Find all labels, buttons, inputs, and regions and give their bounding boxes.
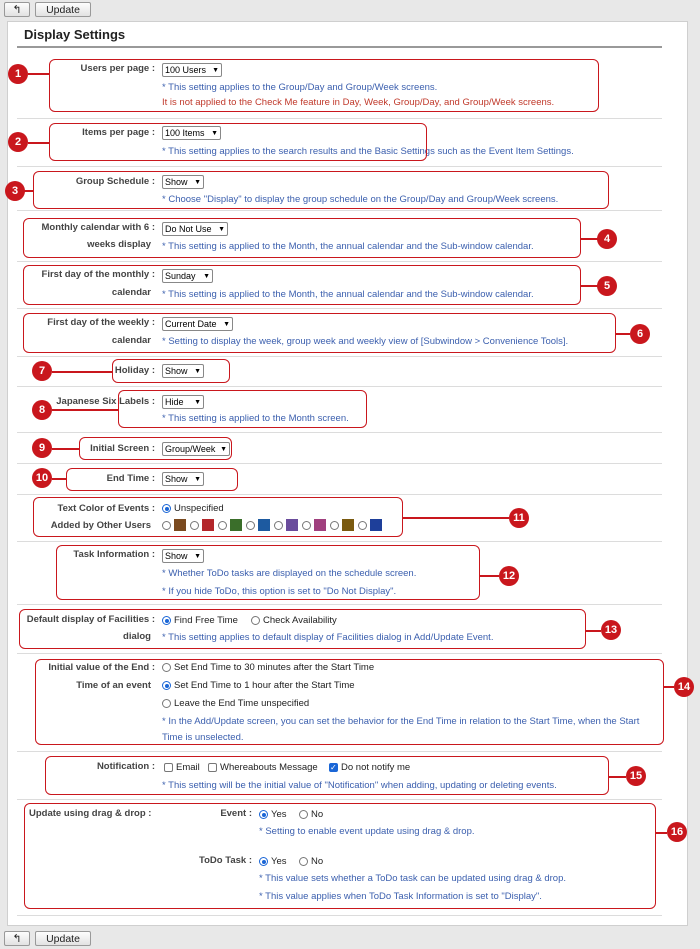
bottom-toolbar bbox=[0, 929, 700, 949]
callout-badge-11: 11 bbox=[509, 508, 529, 528]
facilities-find-free-time-option[interactable] bbox=[162, 614, 238, 627]
end-value-opt1-label: Set End Time to 30 minutes after the Start Time bbox=[174, 662, 375, 673]
end-value-note: * In the Add/Update screen, you can set the behavior for the End Time in relation to the Start Time, when the Start bbox=[162, 716, 640, 727]
notification-opt2-label: Whereabouts Message bbox=[220, 762, 318, 773]
color-radio-option[interactable] bbox=[358, 521, 367, 530]
callout-leader-14 bbox=[664, 686, 674, 688]
users-per-page-value: 100 Users bbox=[165, 65, 207, 75]
items-per-page-note: * This setting applies to the search results and the Basic Settings such as the Event Item Settings. bbox=[162, 146, 574, 157]
group-schedule-label: Group Schedule : bbox=[75, 176, 155, 187]
color-radio-option[interactable] bbox=[190, 521, 199, 530]
monthly-6weeks-note: * This setting is applied to the Month, the annual calendar and the Sub-window calendar. bbox=[162, 241, 534, 252]
radio-unselected-icon bbox=[251, 616, 260, 625]
radio-selected-icon bbox=[162, 681, 171, 690]
callout-badge-10: 10 bbox=[32, 468, 52, 488]
holiday-select[interactable] bbox=[162, 364, 204, 378]
callout-leader-16 bbox=[656, 832, 667, 834]
row-divider bbox=[17, 799, 662, 800]
color-swatch bbox=[230, 519, 242, 531]
chevron-down-icon: ▼ bbox=[218, 225, 225, 233]
drag-drop-todo-yes-label: Yes bbox=[271, 856, 287, 867]
row-divider bbox=[17, 118, 662, 119]
drag-drop-todo-note-2: * This value applies when ToDo Task Information is set to "Display". bbox=[259, 891, 542, 902]
callout-leader-10 bbox=[52, 478, 66, 480]
callout-badge-16: 16 bbox=[667, 822, 687, 842]
update-button[interactable]: Update bbox=[35, 931, 91, 946]
callout-leader-2 bbox=[28, 142, 49, 144]
drag-drop-todo-no-label: No bbox=[311, 856, 324, 867]
title-divider bbox=[17, 46, 662, 48]
first-day-weekly-value: Current Date bbox=[165, 319, 217, 329]
notification-label: Notification : bbox=[96, 761, 155, 772]
end-value-30min-option[interactable] bbox=[162, 661, 374, 674]
chevron-down-icon: ▼ bbox=[194, 552, 201, 560]
radio-selected-icon bbox=[259, 857, 268, 866]
callout-leader-6 bbox=[616, 333, 630, 335]
undo-arrow-icon: ↰ bbox=[12, 933, 22, 945]
end-value-label-line2: Time of an event bbox=[76, 680, 151, 691]
color-swatch bbox=[314, 519, 326, 531]
group-schedule-note: * Choose "Display" to display the group schedule on the Group/Day and Group/Week screens. bbox=[162, 194, 559, 205]
notification-note: * This setting will be the initial value of "Notification" when adding, updating or deleting events. bbox=[162, 780, 557, 791]
color-radio-option[interactable] bbox=[330, 521, 339, 530]
row-divider bbox=[17, 166, 662, 167]
color-radio-option[interactable] bbox=[274, 521, 283, 530]
color-swatch bbox=[286, 519, 298, 531]
six-labels-select[interactable] bbox=[162, 395, 204, 409]
drag-drop-event-yes-label: Yes bbox=[271, 809, 287, 820]
items-per-page-select[interactable] bbox=[162, 126, 221, 140]
row-divider bbox=[17, 494, 662, 495]
undo-arrow-icon: ↰ bbox=[12, 4, 22, 16]
callout-badge-8: 8 bbox=[32, 400, 52, 420]
callout-badge-7: 7 bbox=[32, 361, 52, 381]
initial-screen-select[interactable] bbox=[162, 442, 230, 456]
text-color-unspecified-label: Unspecified bbox=[174, 503, 224, 514]
chevron-down-icon: ▼ bbox=[211, 129, 218, 137]
top-toolbar bbox=[0, 0, 700, 20]
drag-drop-todo-note: * This value sets whether a ToDo task can be updated using drag & drop. bbox=[259, 873, 567, 884]
color-swatch bbox=[174, 519, 186, 531]
color-swatch bbox=[370, 519, 382, 531]
back-button[interactable] bbox=[4, 931, 30, 946]
row-divider bbox=[17, 541, 662, 542]
task-info-note: * Whether ToDo tasks are displayed on the schedule screen. bbox=[162, 568, 417, 579]
radio-selected-icon bbox=[162, 616, 171, 625]
radio-selected-icon bbox=[162, 504, 171, 513]
color-swatch bbox=[258, 519, 270, 531]
callout-badge-1: 1 bbox=[8, 64, 28, 84]
initial-screen-value: Group/Week bbox=[165, 444, 216, 454]
row-divider bbox=[17, 915, 662, 916]
color-swatch bbox=[202, 519, 214, 531]
drag-drop-label: Update using drag & drop : bbox=[29, 808, 152, 819]
back-button[interactable] bbox=[4, 2, 30, 17]
facilities-check-availability-option[interactable] bbox=[251, 614, 337, 627]
checkbox-checked-icon bbox=[329, 763, 338, 772]
callout-leader-15 bbox=[609, 776, 626, 778]
drag-drop-event-no-option[interactable] bbox=[299, 808, 323, 821]
drag-drop-event-yes-option[interactable] bbox=[259, 808, 287, 821]
users-per-page-note: * This setting applies to the Group/Day and Group/Week screens. bbox=[162, 82, 438, 93]
first-day-weekly-label: First day of the weekly : bbox=[47, 317, 155, 328]
end-value-unspecified-option[interactable] bbox=[162, 697, 309, 710]
first-day-monthly-select[interactable] bbox=[162, 269, 213, 283]
end-value-opt2-label: Set End Time to 1 hour after the Start Time bbox=[174, 680, 355, 691]
notification-email-option[interactable] bbox=[164, 761, 200, 774]
notification-do-not-notify-option[interactable] bbox=[329, 761, 410, 774]
first-day-monthly-label: First day of the monthly : bbox=[41, 269, 155, 280]
row-divider bbox=[17, 210, 662, 211]
initial-screen-label: Initial Screen : bbox=[90, 443, 155, 454]
first-day-weekly-select[interactable] bbox=[162, 317, 233, 331]
six-labels-note: * This setting is applied to the Month screen. bbox=[162, 413, 349, 424]
callout-leader-1 bbox=[28, 73, 49, 75]
first-day-monthly-value: Sunday bbox=[165, 271, 196, 281]
drag-drop-event-label: Event : bbox=[220, 808, 252, 819]
facilities-note: * This setting applies to default display of Facilities dialog in Add/Update Event. bbox=[162, 632, 494, 643]
text-color-label: Text Color of Events : bbox=[57, 503, 155, 514]
row-divider bbox=[17, 356, 662, 357]
first-day-monthly-note: * This setting is applied to the Month, the annual calendar and the Sub-window calendar. bbox=[162, 289, 534, 300]
checkbox-unchecked-icon bbox=[208, 763, 217, 772]
notification-opt1-label: Email bbox=[176, 762, 200, 773]
end-time-label: End Time : bbox=[106, 473, 155, 484]
notification-opt3-label: Do not notify me bbox=[341, 762, 411, 773]
items-per-page-value: 100 Items bbox=[165, 128, 205, 138]
text-color-swatch-row bbox=[162, 519, 386, 531]
end-value-note-2: Time is unselected. bbox=[162, 732, 244, 743]
holiday-label: Holiday : bbox=[114, 365, 155, 376]
row-divider bbox=[17, 463, 662, 464]
color-radio-option[interactable] bbox=[302, 521, 311, 530]
six-labels-label: Japanese Six Labels : bbox=[56, 396, 155, 407]
facilities-label: Default display of Facilities : bbox=[26, 614, 155, 625]
end-value-opt3-label: Leave the End Time unspecified bbox=[174, 698, 310, 709]
users-per-page-label: Users per page : bbox=[80, 63, 155, 74]
group-schedule-select[interactable] bbox=[162, 175, 204, 189]
users-per-page-select[interactable] bbox=[162, 63, 222, 77]
color-radio-option[interactable] bbox=[246, 521, 255, 530]
drag-drop-todo-yes-option[interactable] bbox=[259, 855, 287, 868]
drag-drop-event-note: * Setting to enable event update using drag & drop. bbox=[259, 826, 475, 837]
notification-whereabouts-option[interactable] bbox=[208, 761, 318, 774]
first-day-monthly-label-line2: calendar bbox=[111, 287, 151, 298]
chevron-down-icon: ▼ bbox=[194, 398, 201, 406]
chevron-down-icon: ▼ bbox=[194, 367, 201, 375]
task-info-label: Task Information : bbox=[73, 549, 155, 560]
chevron-down-icon: ▼ bbox=[203, 272, 210, 280]
monthly-6weeks-select[interactable] bbox=[162, 222, 228, 236]
monthly-6weeks-label-line2: weeks display bbox=[87, 239, 151, 250]
row-divider bbox=[17, 386, 662, 387]
users-per-page-warning: It is not applied to the Check Me feature in Day, Week, Group/Day, and Group/Week screens. bbox=[162, 97, 555, 108]
chevron-down-icon: ▼ bbox=[194, 475, 201, 483]
first-day-weekly-label-line2: calendar bbox=[111, 335, 151, 346]
callout-badge-12: 12 bbox=[499, 566, 519, 586]
end-value-1hour-option[interactable] bbox=[162, 679, 355, 692]
row-divider bbox=[17, 308, 662, 309]
callout-badge-13: 13 bbox=[601, 620, 621, 640]
facilities-label-line2: dialog bbox=[123, 631, 151, 642]
text-color-unspecified-option[interactable] bbox=[162, 502, 224, 515]
update-button[interactable]: Update bbox=[35, 2, 91, 17]
group-schedule-value: Show bbox=[165, 177, 188, 187]
chevron-down-icon: ▼ bbox=[220, 445, 227, 453]
facilities-opt1-label: Find Free Time bbox=[174, 615, 238, 626]
chevron-down-icon: ▼ bbox=[212, 66, 219, 74]
text-color-label-line2: Added by Other Users bbox=[50, 520, 151, 531]
callout-badge-4: 4 bbox=[597, 229, 617, 249]
task-info-value: Show bbox=[165, 551, 188, 561]
row-divider bbox=[17, 432, 662, 433]
chevron-down-icon: ▼ bbox=[223, 320, 230, 328]
end-value-label: Initial value of the End : bbox=[48, 662, 155, 673]
drag-drop-event-no-label: No bbox=[311, 809, 324, 820]
drag-drop-todo-no-option[interactable] bbox=[299, 855, 323, 868]
end-time-value: Show bbox=[165, 474, 188, 484]
callout-badge-9: 9 bbox=[32, 438, 52, 458]
radio-selected-icon bbox=[259, 810, 268, 819]
callout-leader-13 bbox=[586, 630, 601, 632]
row-divider bbox=[17, 604, 662, 605]
checkbox-unchecked-icon bbox=[164, 763, 173, 772]
facilities-opt2-label: Check Availability bbox=[263, 615, 337, 626]
callout-leader-7 bbox=[52, 371, 112, 373]
monthly-6weeks-value: Do Not Use bbox=[165, 224, 212, 234]
six-labels-value: Hide bbox=[165, 397, 184, 407]
color-radio-option[interactable] bbox=[218, 521, 227, 530]
chevron-down-icon: ▼ bbox=[194, 178, 201, 186]
callout-leader-12 bbox=[480, 575, 499, 577]
radio-unselected-icon bbox=[299, 857, 308, 866]
end-time-select[interactable] bbox=[162, 472, 204, 486]
task-info-note-2: * If you hide ToDo, this option is set to "Do Not Display". bbox=[162, 586, 397, 597]
callout-leader-11 bbox=[403, 517, 509, 519]
holiday-value: Show bbox=[165, 366, 188, 376]
callout-leader-9 bbox=[52, 448, 79, 450]
radio-unselected-icon bbox=[299, 810, 308, 819]
color-swatch bbox=[342, 519, 354, 531]
callout-badge-2: 2 bbox=[8, 132, 28, 152]
callout-badge-5: 5 bbox=[597, 276, 617, 296]
drag-drop-todo-label: ToDo Task : bbox=[199, 855, 252, 866]
items-per-page-label: Items per page : bbox=[82, 127, 155, 138]
radio-unselected-icon bbox=[162, 663, 171, 672]
row-divider bbox=[17, 261, 662, 262]
task-info-select[interactable] bbox=[162, 549, 204, 563]
row-divider bbox=[17, 653, 662, 654]
callout-badge-15: 15 bbox=[626, 766, 646, 786]
page-title: Display Settings bbox=[24, 27, 126, 42]
radio-unselected-icon bbox=[162, 699, 171, 708]
callout-badge-6: 6 bbox=[630, 324, 650, 344]
callout-badge-14: 14 bbox=[674, 677, 694, 697]
first-day-weekly-note: * Setting to display the week, group week and weekly view of [Subwindow > Convenience Tools]. bbox=[162, 336, 569, 347]
callout-badge-3: 3 bbox=[5, 181, 25, 201]
monthly-6weeks-label: Monthly calendar with 6 : bbox=[41, 222, 155, 233]
color-radio-option[interactable] bbox=[162, 521, 171, 530]
row-divider bbox=[17, 751, 662, 752]
callout-leader-8 bbox=[52, 409, 118, 411]
